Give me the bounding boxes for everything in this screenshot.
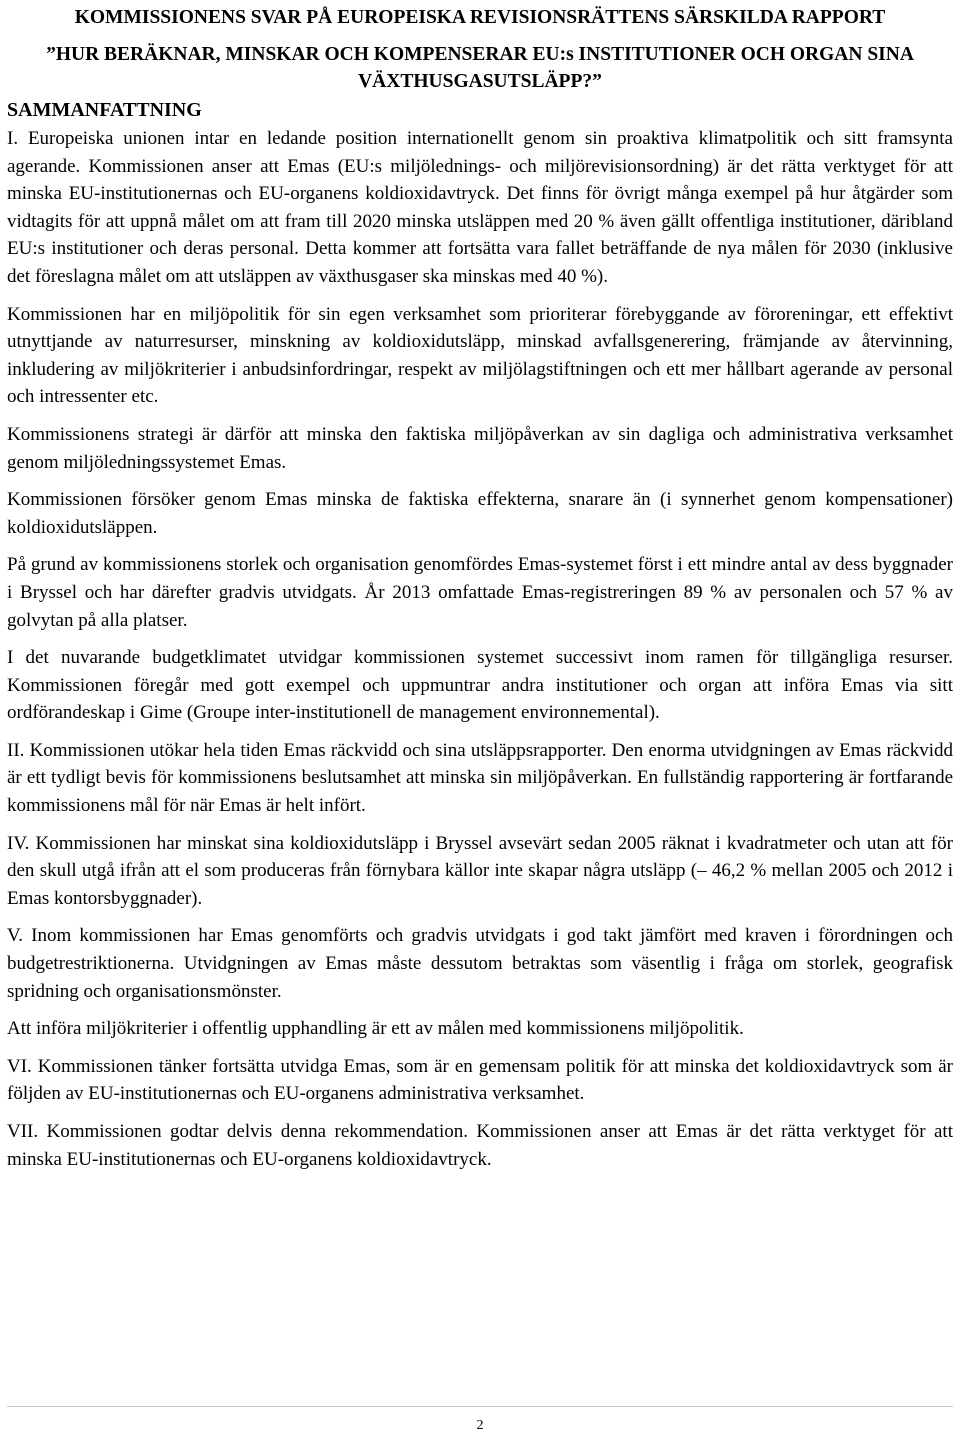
document-title: KOMMISSIONENS SVAR PÅ EUROPEISKA REVISIONSRÄTTENS SÄRSKILDA RAPPORT (74, 7, 886, 28)
paragraph: V. Inom kommissionen har Emas genomförts och gradvis utvidgats i god takt jämfört med kraven i förordningen och budgetrestriktionerna. Utvidgningen av Emas måste dessutom betraktas som väsentlig i fråga om storlek, geografisk spridning och organisationsmönster. (7, 925, 953, 1002)
document-subtitle: ”HUR BERÄKNAR, MINSKAR OCH KOMPENSERAR EU:s INSTITUTIONER OCH ORGAN SINA VÄXTHUSGASUTSLÄPP?” (46, 44, 914, 92)
paragraph: I. Europeiska unionen intar en ledande position internationellt genom sin proaktiva klimatpolitik och sitt framsynta agerande. Kommissionen anser att Emas (EU:s miljölednings- och miljörevisionsordning) är det rätta verktyget för att minska EU-institutionernas och EU-organens koldioxidavtryck. Det finns för övrigt många exempel på hur åtgärder som vidtagits för att uppnå målet om att fram till 2020 minska utsläppen med 20 % även gällt offentliga institutioner, däribland EU:s institutioner och deras personal. Detta kommer att fortsätta vara fallet beträffande de nya målen för 2030 (inklusive det föreslagna målet om att utsläppen av växthusgaser ska minskas med 40 %). (7, 128, 953, 287)
paragraph: VII. Kommissionen godtar delvis denna rekommendation. Kommissionen anser att Emas är det rätta verktyget för att minska EU-institutionernas och EU-organens koldioxidavtryck. (7, 1121, 953, 1170)
paragraph: VI. Kommissionen tänker fortsätta utvidga Emas, som är en gemensam politik för att minska det koldioxidavtryck som är följden av EU-institutionernas och EU-organens administrativa verksamhet. (7, 1055, 953, 1105)
paragraph: På grund av kommissionens storlek och organisation genomfördes Emas-systemet först i ett mindre antal av dess byggnader i Bryssel och har därefter gradvis utvidgats. År 2013 omfattade Emas-registreringen 89 % av personalen och 57 % av golvytan på alla platser. (7, 554, 953, 631)
paragraph: Kommissionen försöker genom Emas minska de faktiska effekterna, snarare än (i synnerhet genom kompensationer) koldioxidutsläppen. (7, 489, 953, 538)
paragraph: Att införa miljökriterier i offentlig upphandling är ett av målen med kommissionens miljöpolitik. (7, 1018, 744, 1040)
page-number: 2 (476, 1418, 484, 1433)
section-heading: SAMMANFATTNING (7, 99, 202, 121)
paragraph: IV. Kommissionen har minskat sina koldioxidutsläpp i Bryssel avsevärt sedan 2005 räknat i kvadratmeter och utan att för den skull utgå ifrån att el som produceras från förnybara källor inte skapar några utsläpp (– 46,2 % mellan 2005 och 2012 i Emas kontorsbyggnader). (7, 832, 953, 909)
paragraph: II. Kommissionen utökar hela tiden Emas räckvidd och sina utsläppsrapporter. Den enorma utvidgningen av Emas räckvidd är ett tydligt bevis för kommissionens beslutsamhet att minska sin miljöpåverkan. En fullständig rapportering är fortfarande kommissionens mål för när Emas är helt infört. (7, 739, 953, 817)
paragraph: Kommissionen har en miljöpolitik för sin egen verksamhet som prioriterar förebyggande av föroreningar, ett effektivt utnyttjande av naturresurser, minskning av koldioxidutsläpp, minskad avfallsgenerering, främjande av återvinning, inkludering av miljökriterier i anbudsinfordringar, respekt av miljölagstiftningen och ett mer hållbart agerande av personal och intressenter etc. (7, 303, 953, 408)
paragraph: Kommissionens strategi är därför att minska den faktiska miljöpåverkan av sin dagliga och administrativa verksamhet genom miljöledningssystemet Emas. (7, 423, 953, 473)
document-page (7, 4, 953, 1183)
paragraph: I det nuvarande budgetklimatet utvidgar kommissionen systemet successivt inom ramen för tillgängliga resurser. Kommissionen föregår med gott exempel och uppmuntrar andra institutioner och organ att införa Emas via sitt ordförandeskap i Gime (Groupe inter-institutionell de management environnemental). (7, 647, 953, 724)
footer-divider (7, 1406, 953, 1407)
